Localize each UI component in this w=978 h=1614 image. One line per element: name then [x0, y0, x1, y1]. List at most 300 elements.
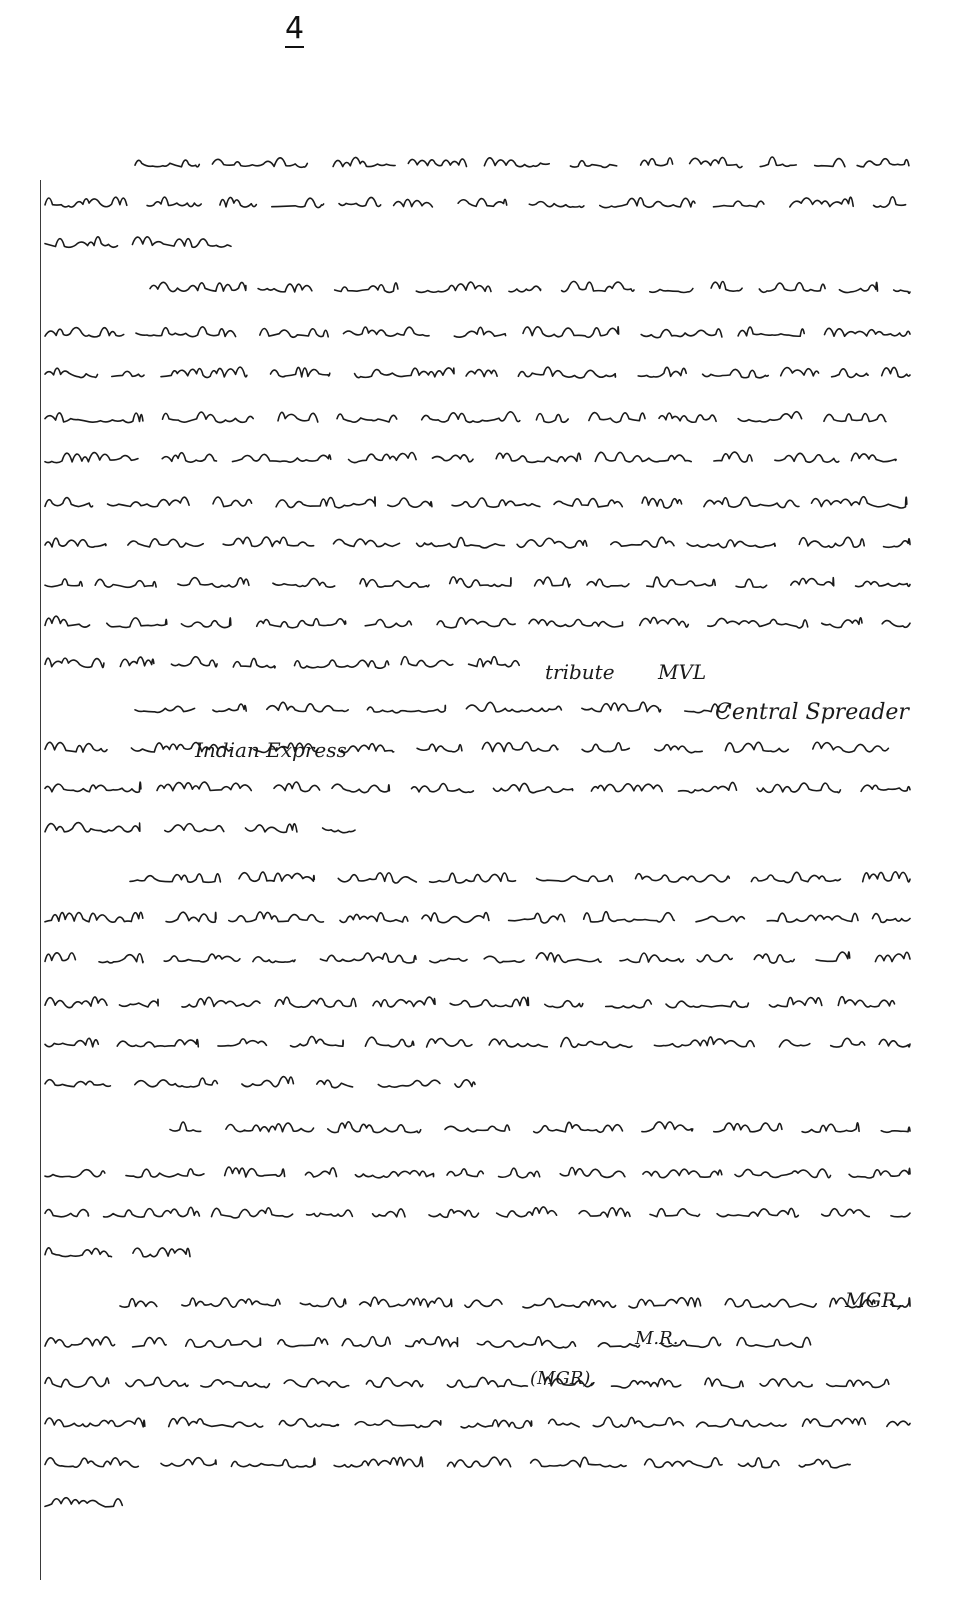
handwritten-word: [696, 916, 744, 921]
handwritten-word: [448, 1457, 511, 1467]
handwritten-word: [120, 999, 159, 1007]
handwritten-word: [687, 540, 775, 548]
handwritten-word: [875, 952, 910, 961]
handwritten-word: [518, 367, 615, 378]
handwritten-word: [799, 1459, 850, 1467]
handwritten-word: [499, 1168, 540, 1178]
handwritten-word: [638, 367, 686, 377]
handwritten-word: [45, 1080, 110, 1087]
handwritten-word: [450, 997, 528, 1007]
handwritten-word: [45, 1337, 115, 1347]
handwritten-word: [45, 237, 118, 247]
handwritten-word: [136, 327, 236, 337]
handwritten-word: [767, 913, 858, 922]
handwritten-word: [378, 1080, 440, 1087]
handwritten-word: [45, 742, 107, 752]
handwritten-word: [133, 1338, 167, 1347]
handwritten-word: [666, 1001, 748, 1008]
handwritten-word: [135, 706, 195, 712]
handwritten-word: [45, 616, 90, 627]
handwritten-word: [790, 197, 853, 207]
handwritten-word: [406, 1337, 458, 1347]
handwritten-word: [587, 579, 629, 587]
handwritten-word: [201, 1380, 270, 1388]
handwritten-word: [822, 1209, 870, 1217]
handwritten-word: [430, 873, 516, 883]
handwritten-word: [150, 282, 246, 291]
handwritten-word: [593, 1417, 683, 1427]
handwritten-word: [349, 453, 417, 463]
handwritten-word: [461, 1420, 532, 1428]
handwritten-word: [258, 284, 312, 292]
handwritten-word: [231, 1458, 315, 1467]
handwritten-word: [536, 414, 568, 423]
handwritten-word: [432, 455, 473, 462]
handwritten-word: [882, 621, 910, 628]
handwritten-word: [697, 1419, 786, 1427]
handwritten-word: [849, 1168, 910, 1178]
handwritten-word: [458, 199, 507, 207]
handwritten-word: [469, 657, 520, 667]
handwritten-word: [45, 453, 138, 463]
handwritten-word: [278, 412, 318, 422]
handwritten-word: [447, 1377, 527, 1387]
handwritten-word: [659, 413, 716, 422]
handwritten-word: [650, 289, 693, 293]
handwritten-word: [537, 876, 613, 882]
handwritten-word: [412, 784, 474, 793]
handwritten-word: [598, 1343, 639, 1347]
handwritten-word: [704, 497, 799, 507]
word-mvl: MVL: [658, 660, 707, 684]
handwritten-word: [562, 281, 634, 291]
handwritten-word: [334, 1457, 422, 1467]
handwritten-word: [45, 1210, 89, 1217]
handwritten-word: [171, 657, 217, 667]
handwritten-word: [874, 197, 906, 207]
handwritten-word: [186, 1338, 261, 1347]
handwritten-word: [334, 539, 400, 547]
handwritten-telugu-text: [40, 130, 950, 1580]
handwritten-word: [337, 414, 397, 422]
handwritten-word: [822, 618, 862, 628]
handwritten-word: [112, 371, 144, 376]
handwritten-word: [218, 1039, 266, 1046]
handwritten-word: [738, 412, 801, 422]
handwritten-word: [861, 785, 910, 791]
handwritten-word: [781, 368, 819, 376]
handwritten-word: [884, 539, 910, 548]
handwritten-word: [165, 824, 224, 832]
handwritten-word: [584, 912, 675, 922]
handwritten-word: [725, 742, 788, 752]
handwritten-word: [223, 537, 313, 546]
handwritten-word: [355, 1171, 433, 1178]
handwritten-word: [107, 618, 167, 628]
handwritten-word: [529, 619, 623, 627]
handwritten-word: [465, 1300, 502, 1308]
handwritten-word: [45, 368, 98, 377]
handwritten-word: [45, 538, 106, 547]
handwritten-word: [759, 283, 825, 293]
handwritten-word: [647, 577, 715, 587]
handwritten-word: [582, 743, 629, 752]
handwritten-word: [120, 1299, 157, 1307]
handwritten-word: [582, 702, 661, 712]
handwritten-word: [274, 782, 320, 792]
handwritten-word: [650, 1209, 700, 1217]
handwritten-word: [857, 159, 909, 167]
word-mr: M.R.: [635, 1328, 679, 1349]
handwritten-word: [549, 1419, 580, 1427]
handwritten-word: [447, 1169, 483, 1177]
handwritten-word: [178, 578, 249, 588]
handwritten-word: [882, 367, 910, 377]
handwritten-word: [45, 1458, 138, 1467]
handwritten-word: [891, 1213, 910, 1217]
handwritten-word: [45, 1498, 122, 1507]
handwritten-word: [320, 953, 416, 963]
handwritten-word: [45, 579, 82, 587]
handwritten-word: [213, 704, 246, 712]
handwritten-word: [45, 912, 143, 922]
handwritten-word: [554, 499, 622, 507]
handwritten-word: [466, 370, 497, 377]
handwritten-word: [45, 1038, 98, 1046]
page-number: 4: [285, 11, 305, 46]
handwritten-word: [655, 745, 702, 753]
handwritten-word: [161, 1458, 216, 1466]
handwritten-word: [523, 327, 619, 338]
handwritten-word: [711, 282, 742, 292]
handwritten-word: [708, 618, 808, 628]
handwritten-word: [736, 579, 767, 587]
handwritten-word: [273, 578, 335, 587]
handwritten-word: [246, 824, 297, 833]
handwritten-word: [213, 497, 252, 507]
handwritten-word: [408, 159, 466, 167]
handwritten-word: [257, 619, 346, 628]
handwritten-word: [128, 539, 203, 547]
handwritten-word: [654, 1037, 754, 1047]
handwritten-word: [161, 367, 247, 377]
handwritten-word: [430, 958, 467, 962]
handwritten-word: [450, 577, 511, 587]
handwritten-word: [120, 657, 154, 666]
handwritten-word: [455, 1080, 475, 1087]
handwritten-word: [591, 784, 662, 792]
handwritten-word: [45, 782, 141, 792]
handwritten-word: [45, 1170, 105, 1178]
handwritten-word: [851, 453, 896, 462]
handwritten-word: [791, 578, 834, 586]
handwritten-word: [45, 823, 140, 832]
handwritten-word: [570, 161, 616, 168]
handwritten-word: [887, 1421, 910, 1426]
handwritten-word: [717, 1208, 798, 1217]
word-mgr: MGR,: [845, 1288, 903, 1312]
handwritten-word: [739, 1458, 779, 1468]
handwritten-word: [133, 1248, 190, 1257]
handwritten-word: [754, 954, 794, 963]
handwritten-word: [579, 1208, 630, 1217]
handwritten-word: [799, 537, 864, 547]
handwritten-word: [342, 1337, 390, 1347]
handwritten-word: [233, 454, 331, 462]
handwritten-word: [401, 657, 453, 667]
handwritten-word: [45, 413, 143, 423]
handwritten-word: [117, 1040, 198, 1047]
handwritten-word: [260, 328, 328, 337]
handwritten-word: [775, 453, 839, 462]
handwritten-word: [305, 1168, 336, 1177]
handwritten-word: [523, 1298, 616, 1307]
handwritten-word: [45, 1377, 109, 1387]
handwritten-word: [126, 1377, 188, 1386]
word-tribute: tribute: [545, 660, 615, 684]
handwritten-word: [482, 742, 558, 751]
handwritten-word: [355, 368, 454, 378]
handwritten-word: [373, 1209, 405, 1217]
handwritten-word: [163, 412, 254, 422]
handwritten-word: [157, 782, 251, 791]
handwritten-word: [881, 1127, 910, 1132]
handwritten-word: [162, 453, 216, 462]
handwritten-word: [422, 913, 489, 923]
handwritten-word: [340, 913, 408, 923]
word-indian-express: Indian Express: [195, 738, 347, 762]
handwritten-word: [220, 197, 256, 207]
handwritten-word: [697, 955, 732, 962]
handwritten-word: [641, 158, 673, 166]
handwritten-word: [147, 197, 201, 206]
handwritten-word: [130, 874, 220, 883]
handwritten-word: [388, 498, 432, 507]
handwritten-word: [181, 618, 230, 628]
handwritten-word: [328, 1122, 421, 1133]
handwritten-word: [45, 197, 127, 207]
handwritten-word: [229, 912, 324, 922]
handwritten-word: [589, 413, 645, 423]
handwritten-word: [45, 328, 124, 337]
handwritten-word: [714, 452, 752, 462]
handwritten-word: [278, 1338, 328, 1347]
handwritten-word: [182, 1298, 280, 1307]
handwritten-word: [751, 872, 840, 882]
handwritten-word: [600, 198, 695, 208]
handwritten-word: [714, 1123, 782, 1132]
handwritten-word: [725, 1299, 816, 1308]
handwritten-word: [454, 327, 505, 337]
handwritten-word: [497, 1207, 557, 1217]
handwritten-word: [225, 1167, 285, 1177]
handwritten-word: [360, 1297, 452, 1307]
handwritten-word: [366, 1378, 422, 1387]
handwritten-word: [641, 329, 722, 338]
handwritten-word: [735, 1169, 831, 1178]
handwritten-word: [416, 282, 491, 292]
handwritten-word: [242, 1077, 294, 1087]
handwritten-word: [279, 1419, 338, 1427]
handwritten-word: [620, 953, 684, 962]
handwritten-word: [104, 1207, 200, 1217]
handwritten-word: [824, 414, 886, 422]
handwritten-word: [182, 997, 260, 1007]
handwritten-word: [606, 1000, 652, 1008]
handwritten-word: [517, 538, 587, 548]
handwritten-word: [612, 1379, 681, 1388]
handwritten-word: [45, 1418, 145, 1427]
handwritten-word: [894, 290, 910, 293]
handwritten-word: [239, 872, 314, 881]
handwritten-word: [812, 497, 907, 508]
handwritten-word: [827, 1379, 889, 1387]
handwritten-word: [335, 283, 398, 292]
handwritten-word: [738, 327, 804, 336]
handwritten-word: [679, 782, 737, 792]
handwritten-word: [365, 620, 411, 628]
handwritten-word: [132, 237, 231, 247]
handwritten-word: [466, 702, 561, 712]
handwritten-word: [271, 367, 330, 376]
handwritten-word: [489, 1039, 547, 1047]
handwritten-word: [295, 660, 389, 668]
handwritten-word: [484, 956, 524, 962]
handwritten-word: [642, 1122, 693, 1132]
handwritten-word: [45, 1248, 112, 1257]
handwritten-word: [477, 1337, 575, 1348]
handwritten-word: [645, 1458, 723, 1468]
handwritten-word: [484, 158, 549, 167]
handwritten-word: [95, 579, 156, 587]
handwritten-word: [355, 1420, 441, 1427]
handwritten-word: [879, 1039, 910, 1046]
handwritten-word: [839, 282, 877, 292]
handwritten-word: [422, 412, 520, 423]
handwritten-word: [802, 1123, 859, 1133]
handwritten-word: [164, 954, 240, 962]
handwritten-word: [417, 744, 462, 752]
handwritten-word: [452, 498, 540, 507]
handwritten-word: [445, 1125, 510, 1132]
handwritten-word: [534, 1122, 623, 1132]
handwritten-word: [135, 160, 199, 167]
handwritten-word: [300, 1298, 346, 1307]
handwritten-word: [332, 784, 389, 792]
handwritten-word: [365, 1037, 413, 1047]
handwritten-word: [344, 327, 430, 336]
handwritten-word: [427, 1038, 472, 1047]
handwritten-word: [611, 537, 674, 547]
handwritten-word: [640, 617, 689, 627]
handwritten-word: [323, 828, 355, 833]
handwritten-word: [494, 783, 573, 792]
handwritten-word: [226, 1123, 314, 1132]
handwritten-word: [825, 328, 911, 336]
handwritten-word: [535, 577, 571, 587]
handwritten-word: [737, 1337, 811, 1347]
handwritten-word: [873, 914, 911, 923]
handwritten-word: [126, 1169, 204, 1178]
handwritten-word: [394, 199, 433, 206]
handwritten-word: [307, 1210, 353, 1216]
handwritten-word: [291, 1036, 344, 1046]
handwritten-word: [253, 957, 295, 963]
handwritten-word: [509, 286, 541, 292]
handwritten-word: [779, 1040, 809, 1047]
handwritten-word: [803, 1418, 866, 1427]
handwritten-word: [108, 497, 190, 507]
handwritten-word: [339, 197, 381, 206]
handwritten-word: [531, 1457, 627, 1467]
handwritten-word: [856, 581, 910, 586]
handwritten-word: [275, 997, 356, 1007]
handwritten-word: [529, 202, 584, 208]
handwritten-word: [560, 1167, 625, 1177]
handwritten-word: [561, 1038, 632, 1048]
handwritten-word: [643, 1169, 722, 1178]
handwritten-word: [816, 952, 850, 961]
handwritten-word: [760, 1379, 812, 1387]
handwritten-word: [135, 1078, 218, 1087]
handwriting-strokes: [40, 130, 950, 1580]
handwritten-word: [705, 1378, 743, 1388]
handwritten-word: [338, 873, 416, 883]
handwritten-word: [636, 874, 730, 882]
handwritten-word: [170, 1122, 201, 1131]
handwritten-word: [373, 997, 435, 1007]
handwritten-word: [760, 157, 796, 167]
handwritten-word: [45, 658, 104, 667]
handwritten-word: [276, 497, 375, 508]
word-mgr-parenthetical: (MGR),: [530, 1368, 597, 1389]
handwritten-word: [757, 783, 840, 793]
handwritten-word: [45, 498, 93, 507]
handwritten-word: [212, 1208, 293, 1218]
handwritten-word: [703, 369, 769, 377]
handwritten-word: [769, 997, 821, 1007]
word-central-spreader: Central Spreader: [715, 700, 909, 725]
handwritten-word: [690, 157, 742, 167]
handwritten-word: [437, 618, 515, 628]
handwritten-word: [99, 954, 143, 963]
handwritten-word: [509, 913, 565, 923]
handwritten-word: [496, 453, 580, 462]
handwritten-word: [233, 658, 275, 667]
handwritten-word: [317, 1080, 353, 1088]
handwritten-word: [815, 159, 845, 167]
handwritten-word: [714, 201, 764, 207]
handwritten-word: [272, 198, 324, 207]
handwritten-word: [429, 1210, 479, 1218]
handwritten-word: [832, 369, 869, 378]
handwritten-word: [545, 1001, 583, 1008]
handwritten-word: [169, 1417, 263, 1427]
handwritten-word: [367, 705, 445, 712]
handwritten-word: [45, 997, 107, 1008]
handwritten-word: [838, 997, 894, 1007]
handwritten-word: [267, 702, 348, 711]
handwritten-word: [166, 912, 216, 922]
handwritten-word: [342, 744, 394, 753]
handwritten-word: [813, 742, 889, 752]
handwritten-word: [360, 579, 429, 588]
handwritten-word: [595, 452, 691, 462]
handwritten-word: [863, 872, 910, 882]
handwritten-word: [642, 497, 682, 508]
handwritten-word: [417, 538, 505, 548]
handwritten-word: [536, 953, 601, 963]
